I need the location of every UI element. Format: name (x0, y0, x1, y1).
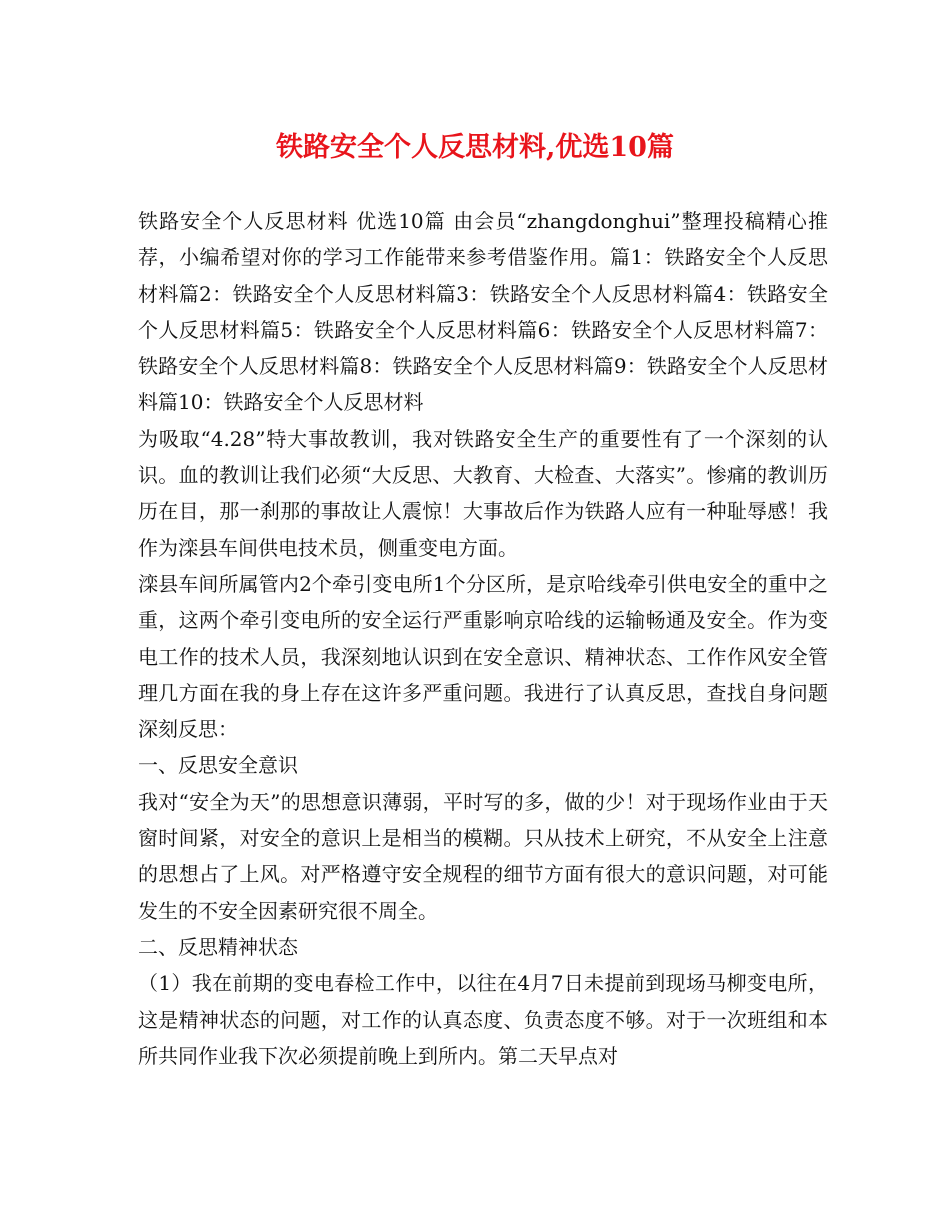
body-paragraph: 为吸取“4.28”特大事故教训，我对铁路安全生产的重要性有了一个深刻的认识。血的教训让我们必须“大反思、大教育、大检查、大落实”。惨痛的教训历历在目，那一刹那的事故让人震惊！大事故后作为铁路人应有一种耻辱感！我作为滦县车间供电技术员，侧重变电方面。 (138, 426, 828, 560)
body-paragraph: 我对“安全为天”的思想意识薄弱，平时写的多，做的少！对于现场作业由于天窗时间紧，对安全的意识上是相当的模糊。只从技术上研究，不从安全上注意的思想占了上风。对严格遵守安全规程的细节方面有很大的意识问题，对可能发生的不安全因素研究很不周全。 (138, 789, 828, 923)
document-body (138, 203, 828, 1074)
section-heading: 一、反思安全意识 (138, 753, 298, 778)
section-heading: 二、反思精神状态 (138, 934, 298, 959)
document-title: 铁路安全个人反思材料,优选10篇 (276, 132, 674, 163)
intro-paragraph: 铁路安全个人反思材料 优选10篇 由会员“zhangdonghui”整理投稿精心推荐，小编希望对你的学习工作能带来参考借鉴作用。篇1：铁路安全个人反思材料篇2：铁路安全个人反思材料篇3：铁路安全个人反思材料篇4：铁路安全个人反思材料篇5：铁路安全个人反思材料篇6：铁路安全个人反思材料篇7：铁路安全个人反思材料篇8：铁路安全个人反思材料篇9：铁路安全个人反思材料篇10：铁路安全个人反思材料 (138, 209, 828, 415)
body-paragraph: 滦县车间所属管内2个牵引变电所1个分区所，是京哈线牵引供电安全的重中之重，这两个牵引变电所的安全运行严重影响京哈线的运输畅通及安全。作为变电工作的技术人员，我深刻地认识到在安全意识、精神状态、工作作风安全管理几方面在我的身上存在这许多严重问题。我进行了认真反思，查找自身问题深刻反思： (138, 571, 828, 742)
body-paragraph: （1）我在前期的变电春检工作中，以往在4月7日未提前到现场马柳变电所，这是精神状态的问题，对工作的认真态度、负责态度不够。对于一次班组和本所共同作业我下次必须提前晚上到所内。第二天早点对 (138, 971, 828, 1068)
